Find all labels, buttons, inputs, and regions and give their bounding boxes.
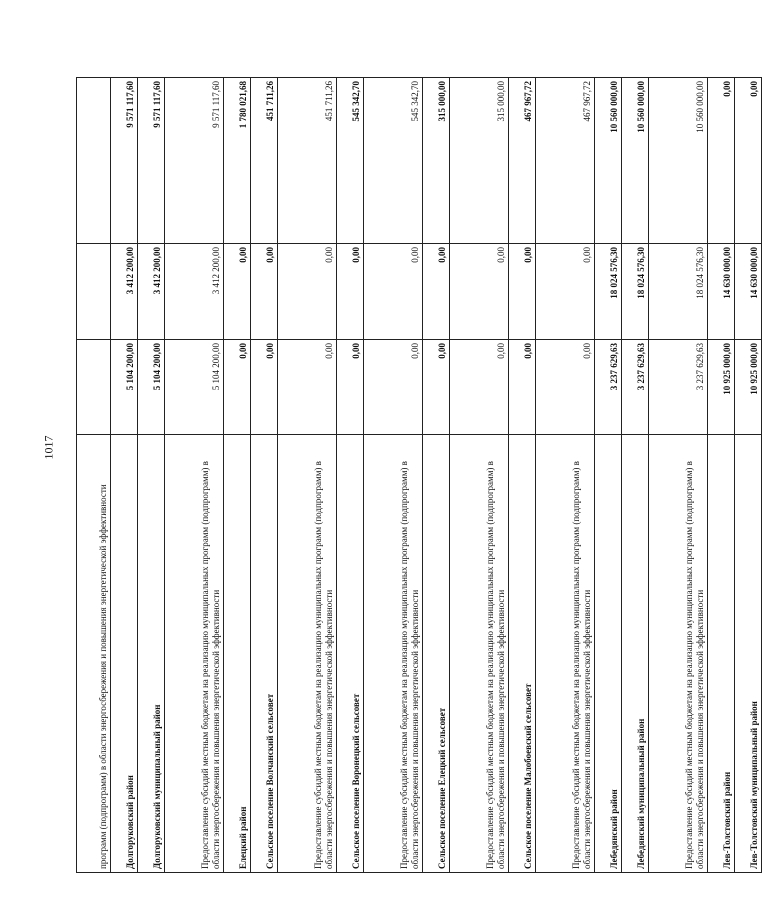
budget-table bbox=[76, 77, 762, 873]
table-row bbox=[595, 78, 622, 873]
table-row bbox=[649, 78, 708, 873]
value-cell-3: 9 571 117,60 bbox=[111, 78, 138, 244]
row-name-cell: Предоставление субсидий местным бюджетам на реализацию муниципальных программ (подпрограмм) в области энергосбережения и повышения энергетической эффективности bbox=[165, 435, 224, 873]
row-name-cell: Лев-Толстовский муниципальный район bbox=[735, 435, 762, 873]
value-cell-3: 9 571 117,60 bbox=[138, 78, 165, 244]
row-name-cell: Сельское поселение Малобоевский сельсовет bbox=[509, 435, 536, 873]
value-cell-3: 10 560 000,00 bbox=[595, 78, 622, 244]
value-cell-2: 0,00 bbox=[450, 244, 509, 340]
value-cell-3: 1 780 021,68 bbox=[224, 78, 251, 244]
value-cell-1: 3 237 629,63 bbox=[622, 340, 649, 435]
row-name-cell: Елецкий район bbox=[224, 435, 251, 873]
value-cell-1: 0,00 bbox=[509, 340, 536, 435]
table-row bbox=[278, 78, 337, 873]
value-cell-2: 0,00 bbox=[251, 244, 278, 340]
row-name-cell: Сельское поселение Воронецкий сельсовет bbox=[337, 435, 364, 873]
value-cell-2: 0,00 bbox=[509, 244, 536, 340]
value-cell-3: 451 711,26 bbox=[251, 78, 278, 244]
table-row bbox=[509, 78, 536, 873]
value-cell-3 bbox=[77, 78, 111, 244]
value-cell-3: 545 342,70 bbox=[337, 78, 364, 244]
value-cell-3: 315 000,00 bbox=[450, 78, 509, 244]
value-cell-3: 467 967,72 bbox=[536, 78, 595, 244]
table-row bbox=[165, 78, 224, 873]
table-row bbox=[337, 78, 364, 873]
table-row bbox=[364, 78, 423, 873]
value-cell-3: 545 342,70 bbox=[364, 78, 423, 244]
table-row bbox=[423, 78, 450, 873]
value-cell-2: 14 630 000,00 bbox=[735, 244, 762, 340]
value-cell-1: 0,00 bbox=[364, 340, 423, 435]
row-name-cell: Сельское поселение Волчанский сельсовет bbox=[251, 435, 278, 873]
value-cell-3: 467 967,72 bbox=[509, 78, 536, 244]
value-cell-2: 3 412 200,00 bbox=[111, 244, 138, 340]
value-cell-1 bbox=[77, 340, 111, 435]
table-row bbox=[138, 78, 165, 873]
row-name-cell: Предоставление субсидий местным бюджетам на реализацию муниципальных программ (подпрограмм) в области энергосбережения и повышения энергетической эффективности bbox=[649, 435, 708, 873]
table-row bbox=[251, 78, 278, 873]
value-cell-2: 14 630 000,00 bbox=[708, 244, 735, 340]
value-cell-1: 10 925 000,00 bbox=[735, 340, 762, 435]
value-cell-1: 3 237 629,63 bbox=[649, 340, 708, 435]
value-cell-1: 0,00 bbox=[278, 340, 337, 435]
table-row bbox=[450, 78, 509, 873]
value-cell-1: 0,00 bbox=[450, 340, 509, 435]
row-name-cell: Предоставление субсидий местным бюджетам на реализацию муниципальных программ (подпрограмм) в области энергосбережения и повышения энергетической эффективности bbox=[450, 435, 509, 873]
value-cell-1: 10 925 000,00 bbox=[708, 340, 735, 435]
value-cell-1: 3 237 629,63 bbox=[595, 340, 622, 435]
value-cell-2: 0,00 bbox=[364, 244, 423, 340]
row-name-cell: Предоставление субсидий местным бюджетам на реализацию муниципальных программ (подпрограмм) в области энергосбережения и повышения энергетической эффективности bbox=[536, 435, 595, 873]
value-cell-2: 18 024 576,30 bbox=[622, 244, 649, 340]
table-row bbox=[622, 78, 649, 873]
table-row bbox=[111, 78, 138, 873]
row-name-cell: Лебедянский муниципальный район bbox=[622, 435, 649, 873]
value-cell-2: 0,00 bbox=[337, 244, 364, 340]
value-cell-1: 0,00 bbox=[423, 340, 450, 435]
value-cell-3: 10 560 000,00 bbox=[649, 78, 708, 244]
table-row bbox=[708, 78, 735, 873]
value-cell-1: 5 104 200,00 bbox=[165, 340, 224, 435]
value-cell-2: 0,00 bbox=[423, 244, 450, 340]
row-name-cell: Долгоруковский муниципальный район bbox=[138, 435, 165, 873]
value-cell-1: 5 104 200,00 bbox=[111, 340, 138, 435]
table-row bbox=[536, 78, 595, 873]
value-cell-2: 0,00 bbox=[278, 244, 337, 340]
value-cell-3: 451 711,26 bbox=[278, 78, 337, 244]
row-name-cell: Лев-Толстовский район bbox=[708, 435, 735, 873]
row-name-cell: Предоставление субсидий местным бюджетам на реализацию муниципальных программ (подпрограмм) в области энергосбережения и повышения энергетической эффективности bbox=[364, 435, 423, 873]
value-cell-2 bbox=[77, 244, 111, 340]
row-name-cell: Сельское поселение Елецкий сельсовет bbox=[423, 435, 450, 873]
value-cell-3: 0,00 bbox=[735, 78, 762, 244]
value-cell-2: 18 024 576,30 bbox=[649, 244, 708, 340]
value-cell-2: 3 412 200,00 bbox=[165, 244, 224, 340]
table-row bbox=[77, 78, 111, 873]
value-cell-3: 9 571 117,60 bbox=[165, 78, 224, 244]
value-cell-2: 0,00 bbox=[224, 244, 251, 340]
value-cell-1: 5 104 200,00 bbox=[138, 340, 165, 435]
value-cell-1: 0,00 bbox=[224, 340, 251, 435]
value-cell-3: 0,00 bbox=[708, 78, 735, 244]
page-number: 1017 bbox=[41, 435, 56, 460]
row-name-cell: Долгоруковский район bbox=[111, 435, 138, 873]
value-cell-1: 0,00 bbox=[536, 340, 595, 435]
value-cell-1: 0,00 bbox=[251, 340, 278, 435]
value-cell-3: 10 560 000,00 bbox=[622, 78, 649, 244]
table-row bbox=[224, 78, 251, 873]
value-cell-2: 3 412 200,00 bbox=[138, 244, 165, 340]
value-cell-3: 315 000,00 bbox=[423, 78, 450, 244]
table-row bbox=[735, 78, 762, 873]
budget-table-body bbox=[77, 78, 762, 873]
rotated-page bbox=[76, 78, 759, 873]
value-cell-2: 0,00 bbox=[536, 244, 595, 340]
row-name-cell: Лебедянский район bbox=[595, 435, 622, 873]
value-cell-1: 0,00 bbox=[337, 340, 364, 435]
row-name-cell: программ (подпрограмм) в области энергосбережения и повышения энергетической эффективности bbox=[77, 435, 111, 873]
row-name-cell: Предоставление субсидий местным бюджетам на реализацию муниципальных программ (подпрограмм) в области энергосбережения и повышения энергетической эффективности bbox=[278, 435, 337, 873]
value-cell-2: 18 024 576,30 bbox=[595, 244, 622, 340]
